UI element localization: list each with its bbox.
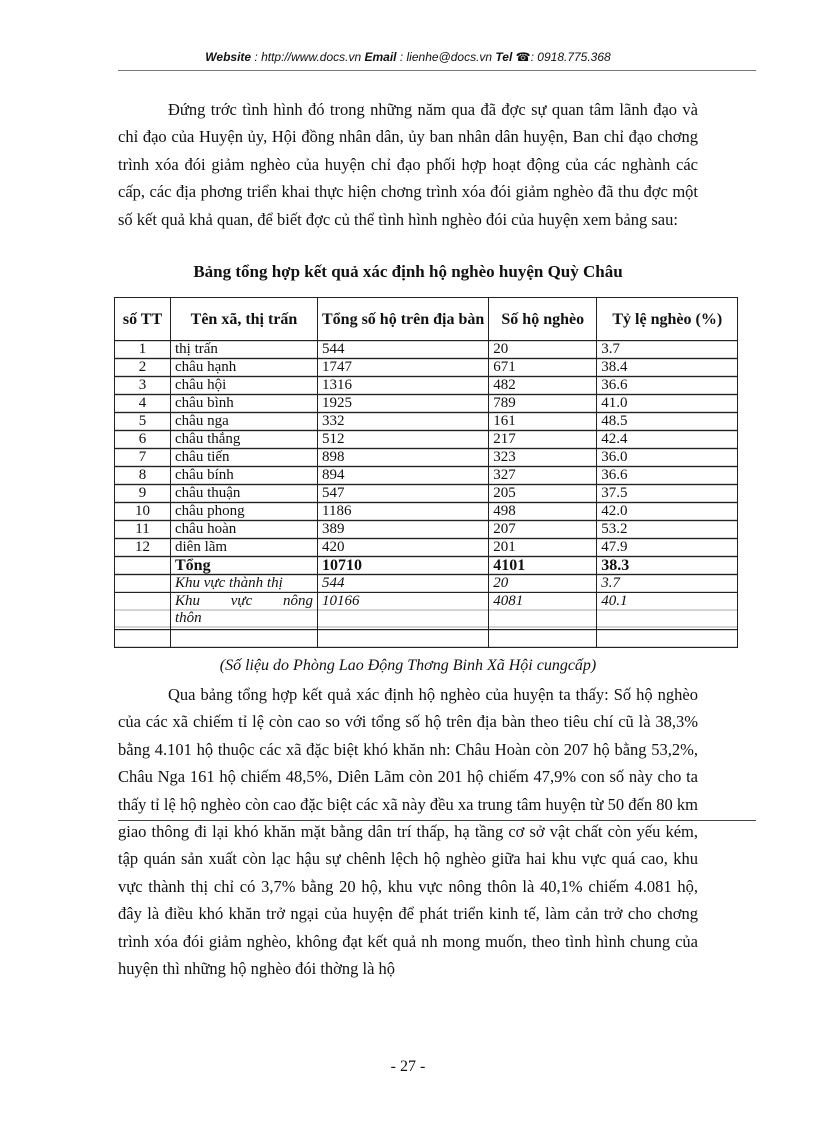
table-cell: châu hoàn	[171, 521, 318, 539]
table-cell	[115, 575, 171, 593]
tel-label: Tel	[495, 50, 513, 64]
table-cell: 12	[115, 539, 171, 557]
table-row	[115, 377, 738, 395]
table-cell: 11	[115, 521, 171, 539]
table-row	[115, 467, 738, 485]
table-total-row	[115, 557, 738, 575]
table-cell: 420	[318, 539, 489, 557]
table-cell: 20	[489, 575, 597, 593]
table-cell: Khu vực thành thị	[171, 575, 318, 593]
table-cell: 38.4	[597, 359, 738, 377]
col-header-name: Tên xã, thị trấn	[171, 298, 318, 341]
table-row	[115, 503, 738, 521]
table-cell: châu thuận	[171, 485, 318, 503]
table-cell: châu tiến	[171, 449, 318, 467]
table-cell: châu phong	[171, 503, 318, 521]
table-cell	[115, 557, 171, 575]
website-label: Website	[205, 50, 252, 64]
intro-paragraph: Đứng trớc tình hình đó trong những năm qua đã đợc sự quan tâm lãnh đạo và chỉ đạo của Huyện ủy, Hội đồng nhân dân, ủy ban nhân dân huyện, Ban chỉ đạo chơng trình xóa đói giảm nghèo của huyện chỉ đạo phối hợp hoạt động của các nghành các cấp, các địa phơng triển khai thực hiện chơng trình xóa đói giảm nghèo đã thu đợc một số kết quả khả quan, để biết đợc củ thể tình hình nghèo đói của huyện xem bảng sau:	[118, 100, 698, 229]
table-cell: 544	[318, 575, 489, 593]
table-cell: Tổng	[171, 557, 318, 575]
table-cell: 2	[115, 359, 171, 377]
table-cell: 1925	[318, 395, 489, 413]
website-value: : http://www.docs.vn	[254, 50, 362, 64]
table-cell: 10	[115, 503, 171, 521]
table-cell: 498	[489, 503, 597, 521]
table-cell: 42.0	[597, 503, 738, 521]
table-cell: 47.9	[597, 539, 738, 557]
table-row	[115, 485, 738, 503]
analysis-paragraph: Qua bảng tổng hợp kết quả xác định hộ nghèo của huyện ta thấy: Số hộ nghèo của các xã chiếm tỉ lệ còn cao so với tổng số hộ trên địa bàn theo tiêu chí cũ là 38,3% bằng 4.101 hộ thuộc các xã đặc biệt khó khăn nh: Châu Hoàn còn 207 hộ bằng 53,2%, Châu Nga 161 hộ chiếm 48,5%, Diên Lãm còn 201 hộ chiếm 47,9% con số này cho ta thấy tỉ lệ hộ nghèo còn cao đặc biệt các xã này đều xa trung tâm huyện từ 50 đến 80 km giao thông đi lại khó khăn mặt bằng dân trí thấp, hạ tầng cơ sở vật chất còn yếu kém, tập quán sản xuất còn lạc hậu sự chênh lệch hộ nghèo giữa hai khu vực quá cao, khu vực thành thị chỉ có 3,7% bằng 20 hộ, khu vực nông thôn là 40,1% chiếm 4.081 hộ, đây là điều khó khăn trở ngại của huyện để phát triển kinh tế, làm cản trở cho chơng trình xóa đói giảm nghèo, không đạt kết quả nh mong muốn, theo tình hình chung của huyện thì những hộ nghèo đói thờng là hộ	[118, 685, 698, 979]
table-row	[115, 539, 738, 557]
table-cell: 1316	[318, 377, 489, 395]
table-cell: 36.0	[597, 449, 738, 467]
table-cell: 547	[318, 485, 489, 503]
table-cell: 323	[489, 449, 597, 467]
table-header-row	[115, 298, 738, 341]
table-cell: 332	[318, 413, 489, 431]
table-cell: châu thắng	[171, 431, 318, 449]
table-cell: thị trấn	[171, 341, 318, 359]
table-cell: 671	[489, 359, 597, 377]
table-cell: 37.5	[597, 485, 738, 503]
table-cell: châu bình	[171, 395, 318, 413]
table-cell: 6	[115, 431, 171, 449]
table-row	[115, 431, 738, 449]
table-cell: 36.6	[597, 467, 738, 485]
table-cell: châu nga	[171, 413, 318, 431]
page-header	[0, 50, 816, 64]
table-cell	[115, 593, 171, 630]
table-cell: 4101	[489, 557, 597, 575]
table-row	[115, 395, 738, 413]
col-header-poverty-rate: Tỷ lệ nghèo (%)	[597, 298, 738, 341]
col-header-stt: số TT	[115, 298, 171, 341]
table-cell	[318, 630, 489, 648]
table-cell: 544	[318, 341, 489, 359]
poverty-table	[114, 297, 738, 648]
table-cell: 1	[115, 341, 171, 359]
table-cell: 20	[489, 341, 597, 359]
table-cell: 3.7	[597, 575, 738, 593]
rural-label: Khu vực nông thôn	[171, 593, 318, 630]
table-cell	[597, 630, 738, 648]
page-number: - 27 -	[390, 1058, 426, 1075]
table-cell: 207	[489, 521, 597, 539]
table-cell: 389	[318, 521, 489, 539]
table-cell: 38.3	[597, 557, 738, 575]
table-cell: châu hội	[171, 377, 318, 395]
table-cell: 201	[489, 539, 597, 557]
table-cell: diên lãm	[171, 539, 318, 557]
table-cell: 217	[489, 431, 597, 449]
table-cell: 894	[318, 467, 489, 485]
table-cell: 7	[115, 449, 171, 467]
col-header-poor-households: Số hộ nghèo	[489, 298, 597, 341]
table-row	[115, 359, 738, 377]
table-cell: 512	[318, 431, 489, 449]
table-cell: 4	[115, 395, 171, 413]
table-cell	[171, 630, 318, 648]
table-cell: 42.4	[597, 431, 738, 449]
table-cell	[115, 630, 171, 648]
table-cell: 40.1	[597, 593, 738, 630]
table-row	[115, 341, 738, 359]
table-cell: 9	[115, 485, 171, 503]
table-cell: 327	[489, 467, 597, 485]
email-label: Email	[364, 50, 397, 64]
table-cell: 10166	[318, 593, 489, 630]
text-divider	[118, 820, 756, 821]
phone-icon: ☎	[515, 50, 531, 64]
table-cell: 36.6	[597, 377, 738, 395]
table-cell: 53.2	[597, 521, 738, 539]
table-empty-row	[115, 630, 738, 648]
table-cell: 3.7	[597, 341, 738, 359]
table-title: Bảng tổng hợp kết quả xác định hộ nghèo huyện Quỳ Châu	[193, 262, 623, 281]
table-row	[115, 413, 738, 431]
table-cell: 205	[489, 485, 597, 503]
table-row	[115, 521, 738, 539]
table-cell: 3	[115, 377, 171, 395]
table-cell	[489, 630, 597, 648]
table-cell: 1747	[318, 359, 489, 377]
table-cell: châu bính	[171, 467, 318, 485]
table-urban-row	[115, 575, 738, 593]
tel-value: : 0918.775.368	[530, 50, 611, 64]
table-row	[115, 449, 738, 467]
table-cell: 41.0	[597, 395, 738, 413]
table-cell: 5	[115, 413, 171, 431]
table-cell: 48.5	[597, 413, 738, 431]
table-cell: 8	[115, 467, 171, 485]
table-cell: 898	[318, 449, 489, 467]
table-rural-row	[115, 593, 738, 630]
table-cell: 10710	[318, 557, 489, 575]
header-divider	[118, 70, 756, 71]
data-source-note: (Số liệu do Phòng Lao Động Thơng Binh Xã Hội cungcấp)	[219, 657, 597, 674]
email-value: : lienhe@docs.vn	[399, 50, 493, 64]
table-cell: 789	[489, 395, 597, 413]
col-header-total-households: Tổng số hộ trên địa bàn	[318, 298, 489, 341]
table-cell: 1186	[318, 503, 489, 521]
table-cell: châu hạnh	[171, 359, 318, 377]
table-cell: 4081	[489, 593, 597, 630]
table-cell: 482	[489, 377, 597, 395]
table-cell: 161	[489, 413, 597, 431]
